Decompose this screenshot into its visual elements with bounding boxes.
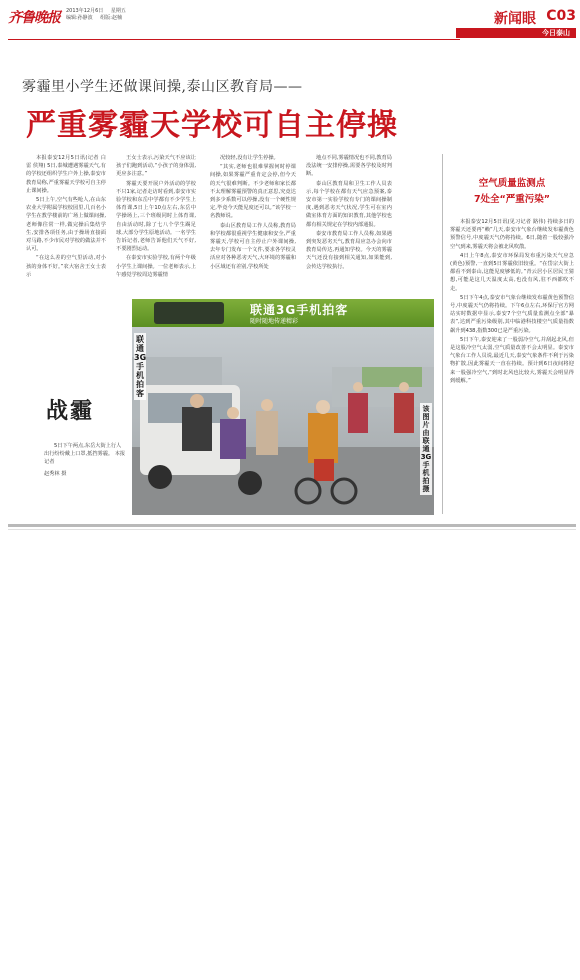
photo-tag-left: 联通3G手机拍客 xyxy=(134,335,147,398)
sidebar-divider xyxy=(442,154,443,514)
paragraph: 在泰安市实验学校,有两个年级小学生上课间操。一位老师表示,上午感觉学校周边雾霾情 xyxy=(116,255,196,278)
article-column-4 xyxy=(306,154,392,304)
issue-meta xyxy=(66,8,132,22)
paragraph: 5日下午4点,泰安市气象台继续发布霾黄色预警信号,中度霾天气仍将持续。下午6点左右,环保厅官方网站实时数据中显示,泰安7个空气质量监测点全部“暴表”,达到严重污染级别,其中临港科技楼空气质量指数飙升到438,指数300已是严重污染。 xyxy=(450,294,574,334)
paragraph: 地点不同,雾霾情况也不同,教育局没法统一安排停操,需要各学校及时判断。 xyxy=(306,155,392,178)
paragraph: 泰山区教育局工作人员称,教育局和学校都很重视学生健康和安全,严重雾霾天,学校可自主停止户外课间操,去年专门发布一个文件,要求各学校灵活应对各种恶劣天气,大环境的雾霾和小区域还有差别,学校所处 xyxy=(210,222,296,270)
ad-banner xyxy=(132,299,434,327)
section-name: 新闻眼 xyxy=(494,11,536,27)
street-scene xyxy=(132,327,434,515)
paragraph: 雾霾天要开展户外活动的学校不只1家,记者走访时看到,泰安市实验学校和东岳中学都有不少学生上体育课,5日上午10点左右,东岳中学操场上,三个班级同时上体育课,自由活动时,除了七八个学生踢足球,大部分学生原地活动。一名学生告诉记者,老师告诉他们天气不好,不要剧烈运动。 xyxy=(116,180,196,253)
article-column-1 xyxy=(26,154,106,314)
photo-caption xyxy=(44,442,126,467)
edition-name: 今日泰山 xyxy=(542,29,570,37)
paragraph: 泰山区教育局和卫生工作人员表示,每个学校在都有天气应急预案,泰安市第一实验学校有专门的课间操制度,遇到恶劣天气状况,学生可在室内做室体育方面的知识教育,其他学校也都有相关规定在学校内部通报。 xyxy=(306,180,392,228)
newspaper-logo: 齐鲁晚报 xyxy=(8,10,60,26)
sidebar-title xyxy=(450,176,574,208)
paragraph: “其实,老师也很难掌握何时停课间操,如果雾霾严重肯定会停,但今天的天气很难判断。不少老师和家长都不太理解雾霾预警的真正意思,究竟达到多少系数可以停操,没有一个硬性规定,毕竟今天能见度还可以。”该学校一名教师说。 xyxy=(210,164,296,220)
issue-weekday: 星期五 xyxy=(110,8,126,14)
paragraph: 况较轻,没有让学生停操。 xyxy=(220,155,279,161)
paragraph: 4日上午8点,泰安市环保局发布重污染天气应急(黄色)预警,一直到5日雾霾依旧较重。“在岱宗大街上都看不到泰山,这能见度够低的。”青云居小区居民王猜想,可能是这几天温度太高,也没有风,驻不西都吹不走。 xyxy=(450,252,574,292)
paragraph: 本报泰安12月5日讯(见习记者 路伟) 持续多日的雾霾天还要再“赖”几天,泰安市气象台继续发布霾黄色预警信号,中度霾天气仍将持续。6日,随着一股较强冷空气到来,雾霾天将会被北风吹散。 xyxy=(450,219,574,250)
issue-date: 2013年12月6日 xyxy=(66,8,104,14)
page-number: C03 xyxy=(546,8,576,24)
paragraph: 5日下午,泰安迎来了一股弱冷空气,并刮起北风,但是这股冷空气太弱,空气质量改善不会太明显。泰安市气象台工作人员说,最近几天,泰安气象条件不利于污染物扩散,因此雾霾天一直在持续。预计到6日夜间将迎来一股强冷空气,“到时北风也比较大,雾霾天会明显得到缓解。” xyxy=(450,336,574,384)
article-column-2 xyxy=(116,154,196,304)
sidebar-title-line-2: 7处全“严重污染” xyxy=(473,194,551,205)
news-photo xyxy=(132,299,434,515)
masthead-rule xyxy=(8,39,460,40)
photo-tag-right: 该图片由联通3G手机拍摄 xyxy=(420,405,432,493)
paragraph: 本报泰安12月5日讯(记者 白雷 侯翔) 5日,泰城遭遇雾霾天气,有的学校还组织学生户外上操,泰安市教育局称,严重雾霾天学校可自主停止课间操。 xyxy=(26,155,106,194)
paragraph: 泰安市教育局工作人员称,如果遇到突发恶劣天气,教育局应急办会向市教育局传达,再通知学校。今天的雾霾天气还没有接到相关通知,如果能到,会传达学校执行。 xyxy=(306,230,392,270)
paragraph: 王女士表示,污染天气不应该让孩子们跑到活动,“小孩子的身体弱,更应多注意。” xyxy=(116,155,196,178)
article-headline: 严重雾霾天学校可自主停操 xyxy=(26,108,398,143)
photo-credit: 赵秀林 摄 xyxy=(44,471,67,477)
designer-credit: 组版:赵楠 xyxy=(100,15,122,21)
ad-title: 联通3G手机拍客 xyxy=(250,303,349,317)
paragraph: 5日上午,空气有些呛人,在山东农业大学附属学校校园里,几百名小学生在教学楼前的广场上做课间操,老师像往常一样,做完操后集结学生,安排各项任务,由于操场直接面对马路,不少市民对学校的做法并不认可。 xyxy=(26,197,106,253)
editor-credit: 编辑:孙静波 xyxy=(66,15,93,21)
article-column-3 xyxy=(210,154,296,304)
bottom-rule-thin xyxy=(8,529,576,530)
newspaper-page xyxy=(4,4,576,534)
sidebar-body xyxy=(450,218,574,510)
ad-subtitle: 随时随地传递精彩 xyxy=(250,318,299,325)
feature-title: 战霾 xyxy=(46,398,95,424)
paragraph: “在这么差的空气里活动,对小孩的身体不好。”农大宿舍王女士表示 xyxy=(26,255,106,278)
edition-bar xyxy=(456,28,576,38)
bottom-rule xyxy=(8,524,576,527)
sidebar-title-line-1: 空气质量监测点 xyxy=(478,178,546,189)
caption-text: 5日下午两点,东岳大街上行人出行纷纷戴上口罩,抵挡雾霾。 本报记者 xyxy=(44,443,126,466)
phone-image xyxy=(154,302,224,324)
masthead xyxy=(8,6,576,40)
article-kicker: 雾霾里小学生还做课间操,泰山区教育局—— xyxy=(22,79,303,95)
